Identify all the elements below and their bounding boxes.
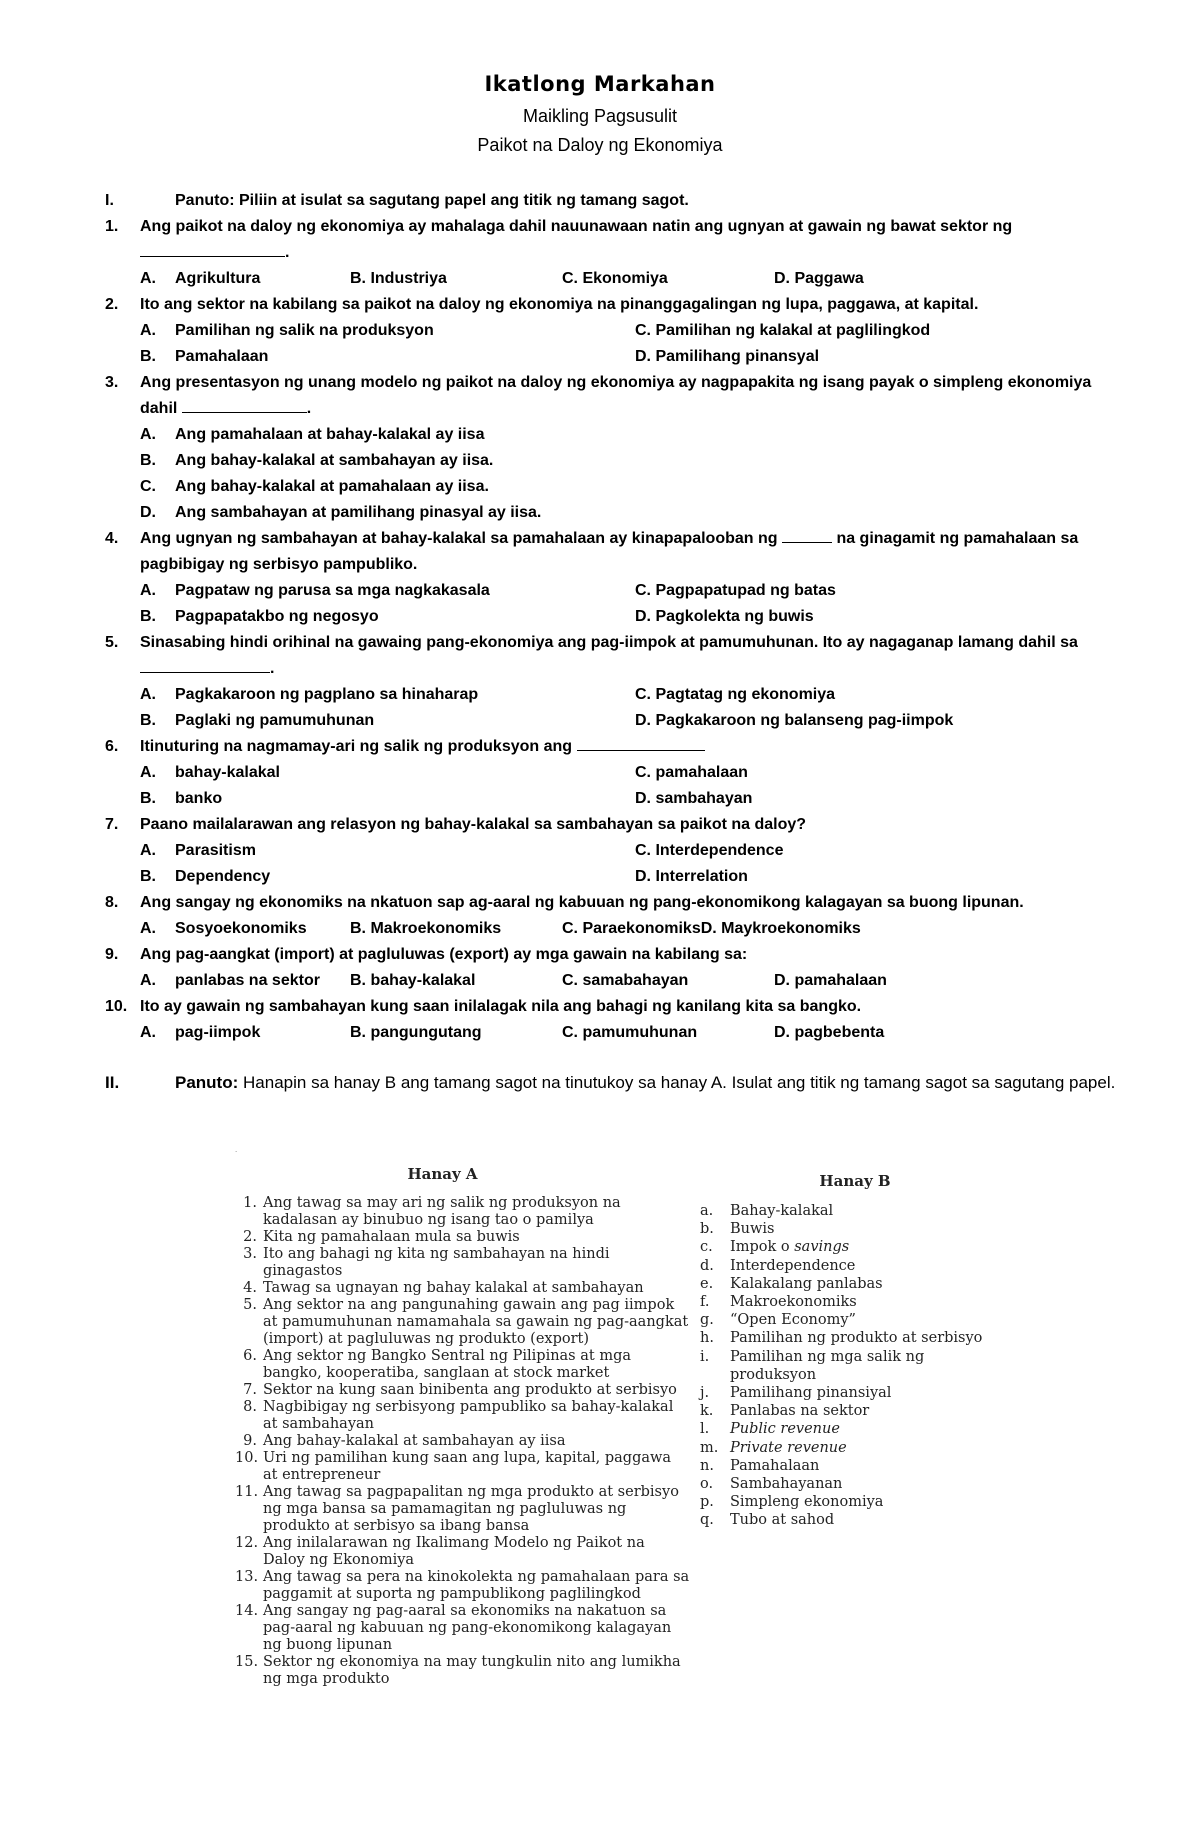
item-text: Ang bahay-kalakal at sambahayan ay iisa [263,1433,566,1449]
item-text [730,1402,990,1420]
hanay-a-item [235,1535,690,1569]
hanay-a-item [235,1246,690,1280]
part-one-roman: I. [105,192,114,209]
choice: A. Pamilihan ng salik na produksyon [140,322,434,339]
item-text [730,1257,990,1275]
choice: A. Pagpataw ng parusa sa mga nagkakasala [140,582,490,599]
choice: C. Interdependence [635,842,784,859]
item-text [730,1238,990,1256]
item-text [730,1293,990,1311]
item-text-main: Interdependence [730,1257,856,1274]
item-text [730,1202,990,1220]
item-text: Ang tawag sa pera na kinokolekta ng pamahalaan para sa paggamit at suporta ng pampublikong paglilingkod [263,1569,690,1602]
item-text: Ang tawag sa pagpapalitan ng mga produkto at serbisyo ng mga bansa sa pamamagitan ng pagluluwas ng produkto at serbisyo sa ibang bansa [263,1484,679,1534]
choice: A. Parasitism [140,842,256,859]
choice: D. Interrelation [635,868,748,885]
hanay-b-item [700,1348,990,1384]
item-letter: q. [700,1512,714,1529]
item-letter: j. [700,1385,710,1402]
choices-2 [140,318,1135,370]
choice: C. Pagpapatupad ng batas [635,582,836,599]
item-text-main: Public revenue [730,1421,840,1438]
choice: B. Dependency [140,868,271,885]
item-letter: b. [700,1221,714,1238]
item-text: Sektor ng ekonomiya na may tungkulin nito ang lumikha ng mga produkto [263,1654,681,1687]
hanay-a-item [235,1280,690,1297]
item-text-main: Pamilihan ng mga salik ng produksyon [730,1348,925,1383]
question-6: 6. Itinuturing na nagmamay-ari ng salik ng produksyon ang [105,734,1135,760]
choice: B. bahay-kalakal [350,972,476,989]
item-number: 4. [243,1280,257,1296]
hanay-b-item [700,1402,990,1420]
choice: A. bahay-kalakal [140,764,280,781]
instruction-label: Panuto: [175,1073,239,1092]
item-letter: d. [700,1257,714,1274]
question-7: 7. Paano mailalarawan ang relasyon ng bahay-kalakal sa sambahayan sa paikot na daloy? [105,812,1135,838]
question-1: 1. Ang paikot na daloy ng ekonomiya ay mahalaga dahil nauunawaan natin ang ugnyan at gawain ng bawat sektor ng . [105,218,1013,261]
question-8: 8. Ang sangay ng ekonomiks na nkatuon sap ag-aaral ng kabuuan ng pang-ekonomikong kalagayan sa buong lipunan. [105,890,1135,916]
item-number: 7. [243,1382,257,1398]
item-text-main: Makroekonomiks [730,1294,857,1311]
item-text [730,1311,990,1329]
item-letter: h. [700,1330,714,1347]
choice: D. sambahayan [635,790,753,807]
item-text [730,1384,990,1402]
instruction-text: Hanapin sa hanay B ang tamang sagot na tinutukoy sa hanay A. Isulat ang titik ng tamang sagot sa sagutang papel. [243,1073,1116,1092]
item-letter: e. [700,1275,714,1292]
item-text [730,1439,990,1457]
item-number: 1. [243,1195,257,1211]
item-text-main: Panlabas na sektor [730,1403,870,1420]
item-letter: c. [700,1239,713,1256]
hanay-b-list [700,1202,990,1530]
question-3: 3. Ang presentasyon ng unang modelo ng paikot na daloy ng ekonomiya ay nagpapakita ng isang payak o simpleng ekonomiya dahil . [105,374,1092,417]
item-number: 8. [243,1399,257,1415]
choice: B. Makroekonomiks [350,920,502,937]
choices-7 [140,838,1135,890]
choices-6 [140,760,1135,812]
question-text: Paano mailalarawan ang relasyon ng bahay-kalakal sa sambahayan sa paikot na daloy? [140,816,807,833]
item-number: 3. [243,1246,257,1262]
choice: B. banko [140,790,223,807]
hanay-a-item [235,1450,690,1484]
hanay-b-item [700,1493,990,1511]
hanay-b-item [700,1511,990,1529]
item-text: Ang inilalarawan ng Ikalimang Modelo ng Paikot na Daloy ng Ekonomiya [263,1535,645,1568]
item-letter: m. [700,1439,719,1456]
item-text-main: Pamahalaan [730,1457,820,1474]
item-text [730,1511,990,1529]
hanay-a-item [235,1484,690,1535]
page-subtitle: Maikling Pagsusulit [522,106,678,126]
hanay-b-item [700,1275,990,1293]
hanay-b-item [700,1311,990,1329]
item-number: 12. [235,1535,259,1551]
question-text: Sinasabing hindi orihinal na gawaing pang-ekonomiya ang pag-iimpok at pamumuhunan. Ito ay nagaganap lamang dahil sa [140,634,1078,651]
choice: C. pamahalaan [635,764,748,781]
question-text: Ito ang sektor na kabilang sa paikot na daloy ng ekonomiya na pinanggagalingan ng lupa, paggawa, at kapital. [140,296,979,313]
item-text [730,1475,990,1493]
item-text-main: Bahay-kalakal [730,1203,834,1219]
answer-blank [577,736,705,751]
item-text [730,1457,990,1475]
part-two-roman: II. [105,1073,120,1092]
item-letter: i. [700,1348,710,1365]
hanay-b-item [700,1384,990,1402]
choices-9 [140,968,1135,994]
hanay-a-item [235,1195,690,1229]
hanay-b-item [700,1257,990,1275]
choice: A. panlabas na sektor [140,972,320,989]
hanay-b-item [700,1420,990,1438]
choices-1 [140,266,1135,292]
item-text-main: “Open Economy” [730,1312,856,1329]
stray-dot: . [235,1145,238,1154]
hanay-a-item [235,1229,690,1246]
item-text: Ang sektor ng Bangko Sentral ng Pilipinas at mga bangko, kooperatiba, sanglaan at stock market [263,1348,631,1381]
item-number: 15. [235,1654,259,1670]
page-title: Ikatlong Markahan [484,72,716,96]
item-number: 5. [243,1297,257,1313]
item-text: Ang sektor na ang pangunahing gawain ang pag iimpok at pamumuhunan namamahala sa gawain ng pag-aangkat (import) at pagluluwas ng produkto (export) [263,1297,689,1347]
choice: D. Paggawa [774,270,864,287]
item-text: Sektor na kung saan binibenta ang produkto at serbisyo [263,1382,677,1398]
choice: B. Ang bahay-kalakal at sambahayan ay iisa. [140,452,494,469]
instruction-label: Panuto: [175,192,235,209]
item-text: Tawag sa ugnayan ng bahay kalakal at sambahayan [263,1280,644,1296]
item-text [730,1220,990,1238]
question-4: 4. Ang ugnyan ng sambahayan at bahay-kalakal sa pamahalaan ay kinapapalooban ng na ginagamit ng pamahalaan sa pagbibigay ng serbisyo pampubliko. [105,530,1079,573]
hanay-a-title: Hanay A [407,1165,478,1183]
choice: C. Pamilihan ng kalakal at paglilingkod [635,322,931,339]
item-text-main: Buwis [730,1221,775,1238]
item-number: 14. [235,1603,259,1619]
hanay-b-item [700,1238,990,1256]
hanay-b-column [700,1172,990,1530]
choice: D. Pagkolekta ng buwis [635,608,814,625]
item-text: Nagbibigay ng serbisyong pampubliko sa bahay-kalakal at sambahayan [263,1399,674,1432]
choice: C. pamumuhunan [562,1024,698,1041]
choice: C. Pagtatag ng ekonomiya [635,686,836,703]
item-text-main: Impok o [730,1239,795,1256]
choice: A. pag-iimpok [140,1024,261,1041]
page-topic: Paikot na Daloy ng Ekonomiya [477,135,723,155]
hanay-a-item [235,1654,690,1688]
item-number: 13. [235,1569,259,1585]
item-text [730,1348,990,1384]
hanay-a-item [235,1399,690,1433]
question-text: Ang sangay ng ekonomiks na nkatuon sap ag-aaral ng kabuuan ng pang-ekonomikong kalagayan sa buong lipunan. [140,894,1024,911]
hanay-a-list [235,1195,690,1688]
hanay-a-item [235,1433,690,1450]
question-text: Itinuturing na nagmamay-ari ng salik ng produksyon ang [140,738,573,755]
choice: B. Pamahalaan [140,348,269,365]
question-text: Ito ay gawain ng sambahayan kung saan inilalagak nila ang bahagi ng kanilang kita sa bangko. [140,998,862,1015]
choice: D. Pagkakaroon ng balanseng pag-iimpok [635,712,954,729]
choice: C. Ekonomiya [562,270,668,287]
choices-5 [140,682,1135,734]
question-text: Ang pag-aangkat (import) at pagluluwas (export) ay mga gawain na kabilang sa: [140,946,748,963]
item-text: Ang sangay ng pag-aaral sa ekonomiks na nakatuon sa pag-aaral ng kabuuan ng pang-ekonomikong kalagayan ng buong lipunan [263,1603,672,1653]
item-letter: k. [700,1403,714,1420]
choices-4 [140,578,1135,630]
choices-10 [140,1020,1135,1046]
question-5: 5. Sinasabing hindi orihinal na gawaing pang-ekonomiya ang pag-iimpok at pamumuhunan. Ito ay nagaganap lamang dahil sa . [105,634,1078,677]
item-number: 2. [243,1229,257,1245]
answer-blank [140,242,285,257]
choices-3 [140,422,1135,526]
item-text-main: Sambahayanan [730,1476,843,1493]
item-text: Ang tawag sa may ari ng salik ng produksyon na kadalasan ay binubuo ng isang tao o pamilya [263,1195,621,1228]
choice: D. pamahalaan [774,972,887,989]
item-letter: g. [700,1312,714,1329]
part-one-instruction [105,188,1135,214]
document-header [0,72,1200,156]
item-number: 6. [243,1348,257,1364]
choices-8 [140,916,1135,942]
hanay-b-title: Hanay B [819,1172,891,1190]
item-letter: a. [700,1203,714,1219]
hanay-a-item [235,1382,690,1399]
choice: A. Agrikultura [140,270,261,287]
hanay-b-item [700,1202,990,1220]
hanay-b-item [700,1475,990,1493]
part-two-instruction [105,1068,1135,1098]
question-text: Ang paikot na daloy ng ekonomiya ay mahalaga dahil nauunawaan natin ang ugnyan at gawain ng bawat sektor ng [140,218,1013,235]
hanay-a-item [235,1603,690,1654]
item-text-main: Pamilihang pinansiyal [730,1385,892,1402]
choice: A. Sosyoekonomiks [140,920,307,937]
choice: C. ParaekonomiksD. Maykroekonomiks [562,920,861,937]
question-text: Ang presentasyon ng unang modelo ng paikot na daloy ng ekonomiya ay nagpapakita ng isang payak o simpleng ekonomiya [140,374,1092,391]
answer-blank [182,398,307,413]
hanay-b-item [700,1439,990,1457]
item-text [730,1420,990,1438]
item-text [730,1493,990,1511]
item-text-main: Private revenue [730,1439,847,1456]
item-text-main: Simpleng ekonomiya [730,1494,884,1511]
hanay-b-item [700,1293,990,1311]
question-2: 2. Ito ang sektor na kabilang sa paikot na daloy ng ekonomiya na pinanggagalingan ng lupa, paggawa, at kapital. [105,292,1135,318]
choice: A. Pagkakaroon ng pagplano sa hinaharap [140,686,479,703]
choice: C. samabahayan [562,972,689,989]
item-text [730,1329,990,1347]
choice: B. Pagpapatakbo ng negosyo [140,608,379,625]
choice: C. Ang bahay-kalakal at pamahalaan ay iisa. [140,478,489,495]
answer-blank [140,658,270,673]
question-text: Ang ugnyan ng sambahayan at bahay-kalakal sa pamahalaan ay kinapapalooban ng [140,530,778,547]
item-text: Ito ang bahagi ng kita ng sambahayan na hindi ginagastos [263,1246,610,1279]
choice: B. Industriya [350,270,447,287]
choice: D. Ang sambahayan at pamilihang pinasyal ay iisa. [140,504,542,521]
instruction-text: Piliin at isulat sa sagutang papel ang titik ng tamang sagot. [239,192,689,209]
question-9: 9. Ang pag-aangkat (import) at pagluluwas (export) ay mga gawain na kabilang sa: [105,942,1135,968]
part-one [105,188,1135,1046]
hanay-a-item [235,1297,690,1348]
hanay-b-item [700,1457,990,1475]
item-text: Uri ng pamilihan kung saan ang lupa, kapital, paggawa at entrepreneur [263,1450,672,1483]
item-letter: l. [700,1421,710,1438]
item-text-italic: savings [794,1239,850,1256]
choice: B. pangungutang [350,1024,482,1041]
item-number: 9. [243,1433,257,1449]
hanay-a-column [235,1165,690,1688]
item-text [730,1275,990,1293]
hanay-b-item [700,1220,990,1238]
item-number: 10. [235,1450,259,1466]
item-number: 11. [235,1484,259,1500]
choice: A. Ang pamahalaan at bahay-kalakal ay iisa [140,426,485,443]
item-letter: n. [700,1457,714,1474]
hanay-a-item [235,1348,690,1382]
item-text-main: Pamilihan ng produkto at serbisyo [730,1330,983,1347]
item-letter: f. [700,1294,710,1311]
choice: D. Pamilihang pinansyal [635,348,820,365]
item-text-main: Kalakalang panlabas [730,1275,883,1292]
hanay-b-item [700,1329,990,1347]
item-letter: o. [700,1476,714,1493]
hanay-a-item [235,1569,690,1603]
item-text: Kita ng pamahalaan mula sa buwis [263,1229,520,1245]
choice: B. Paglaki ng pamumuhunan [140,712,375,729]
answer-blank [782,528,832,543]
choice: D. pagbebenta [774,1024,885,1041]
item-letter: p. [700,1494,714,1511]
item-text-main: Tubo at sahod [730,1512,835,1529]
question-10: 10. Ito ay gawain ng sambahayan kung saan inilalagak nila ang bahagi ng kanilang kita sa bangko. [105,994,1135,1020]
